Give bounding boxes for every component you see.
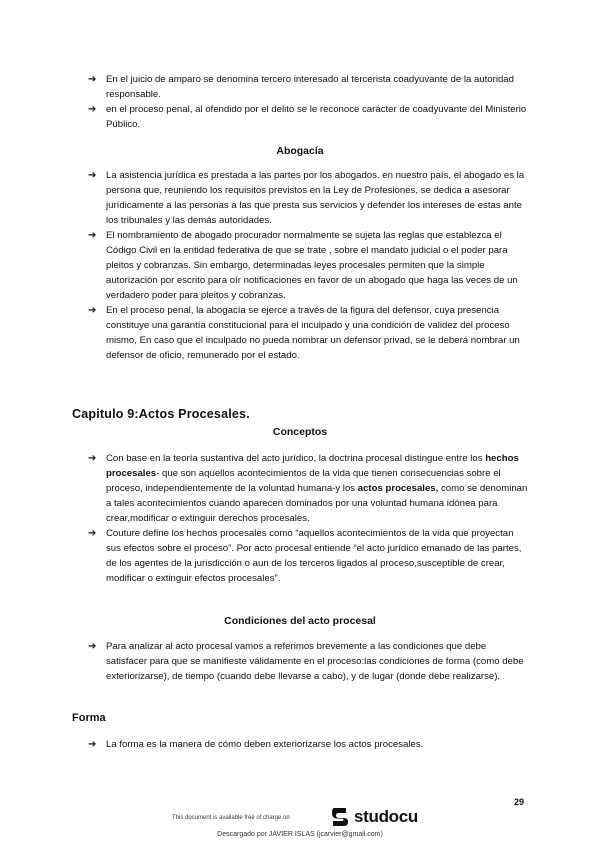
- studocu-logo[interactable]: [330, 806, 418, 828]
- arrow-icon: ➔: [88, 739, 97, 750]
- list-item: ➔ En el proceso penal, la abogacía se ejerce a través de la figura del defensor, cuya presencia constituye una garantía constitucional para el inculpado y una condición de validez del proceso mismo, En caso que el inculpado no pueda nombrar un defensor privad, se le deberá nombrar un defensor de oficio, remunerado por el estado.: [88, 305, 520, 361]
- list-item: ➔ El nombramiento de abogado procurador normalmente se sujeta las reglas que establezca el Código Civil en la entidad federativa de que se trate , sobre el mandato judicial o el poder para pleitos y cobranzas. Sin embargo, determinadas leyes procesales permiten que la simple autorización por escrito para oír notificaciones en favor de un abogado que haga las veces de un verdadero poder para pleitos y cobranzas.: [88, 230, 518, 301]
- arrow-icon: ➔: [88, 453, 97, 464]
- page-number: 29: [514, 797, 525, 807]
- intro-bullet-list: [88, 72, 528, 132]
- arrow-icon: ➔: [88, 230, 97, 241]
- abogacia-heading: Abogacía: [276, 145, 324, 157]
- studocu-logo-icon: [330, 806, 350, 828]
- arrow-icon: ➔: [88, 641, 97, 652]
- arrow-icon: ➔: [88, 305, 97, 316]
- download-attribution: Descargado por JAVIER ISLAS (jcarvier@gmail.com): [217, 831, 383, 838]
- list-item: ➔ La forma es la manera de cómo deben exteriorizarse los actos procesales.: [88, 739, 424, 750]
- forma-bullet-list: [88, 737, 528, 752]
- studocu-logo-text: studocu: [354, 807, 419, 826]
- list-item: ➔ Con base en la teoría sustantiva del acto jurídico, la doctrina procesal distingue entre los hechos procesales- que son aquellos acontecimientos de la vida que tienen consecuencias sobre el proceso, independientemente de la voluntad humana-y los actos procesales, como se denominan a tales acontecimientos cuando aparecen dominados por una voluntad humana idónea para crear,modificar o extinguir derechos procesales.: [88, 453, 528, 524]
- list-item: ➔ Para analizar al acto procesal vamos a referimos brevemente a las condiciones que debe satisfacer para que se manifieste válidamente en el proceso:las condiciones de forma (como debe exteriorizarse), de tiempo (cuando debe llevarse a cabo), y de lugar (donde debe realizarse).: [88, 641, 524, 682]
- condiciones-bullet-list: [88, 639, 528, 684]
- arrow-icon: ➔: [88, 170, 97, 181]
- arrow-icon: ➔: [88, 528, 97, 539]
- term-actos-procesales: actos procesales,: [357, 483, 439, 494]
- forma-heading: Forma: [72, 712, 106, 724]
- condiciones-heading: Condiciones del acto procesal: [224, 615, 376, 627]
- list-item: ➔ en el proceso penal, al ofendido por el delito se le reconoce carácter de coadyuvante del Ministerio Público.: [88, 104, 527, 130]
- chapter-title: Capitulo 9:Actos Procesales.: [72, 407, 250, 421]
- conceptos-bullet-list: [88, 451, 528, 586]
- list-item: ➔ Couture define los hechos procesales como “aquellos acontecimientos de la vida que proyectan sus efectos sobre el proceso”. Por acto procesal entiende “el acto jurídico emanado de las partes, de los agentes de la jurisdicción o aun de los terceros ligados al proceso,susceptible de crear, modificar o extinguir efectos procesales”.: [88, 528, 522, 584]
- list-item: ➔ La asistencia jurídica es prestada a las partes por los abogados. en nuestro país, el abogado es la persona que, reuniendo los requisitos previstos en la Ley de Profesiones, se dedica a asesorar jurídicamente a las personas a las que presta sus servicios y defender los intereses de estas ante los tribunales y las demás autoridades.: [88, 170, 525, 226]
- footer-availability-note: This document is available free of charge on: [172, 815, 290, 821]
- list-item: ➔ En el juicio de amparo se denomina tercero interesado al tercerista coadyuvante de la autoridad responsable.: [88, 74, 514, 100]
- arrow-icon: ➔: [88, 74, 97, 85]
- conceptos-heading: Conceptos: [272, 426, 328, 438]
- arrow-icon: ➔: [88, 104, 97, 115]
- term-hechos-procesales: hechos procesales: [106, 453, 519, 479]
- abogacia-bullet-list: [88, 168, 528, 363]
